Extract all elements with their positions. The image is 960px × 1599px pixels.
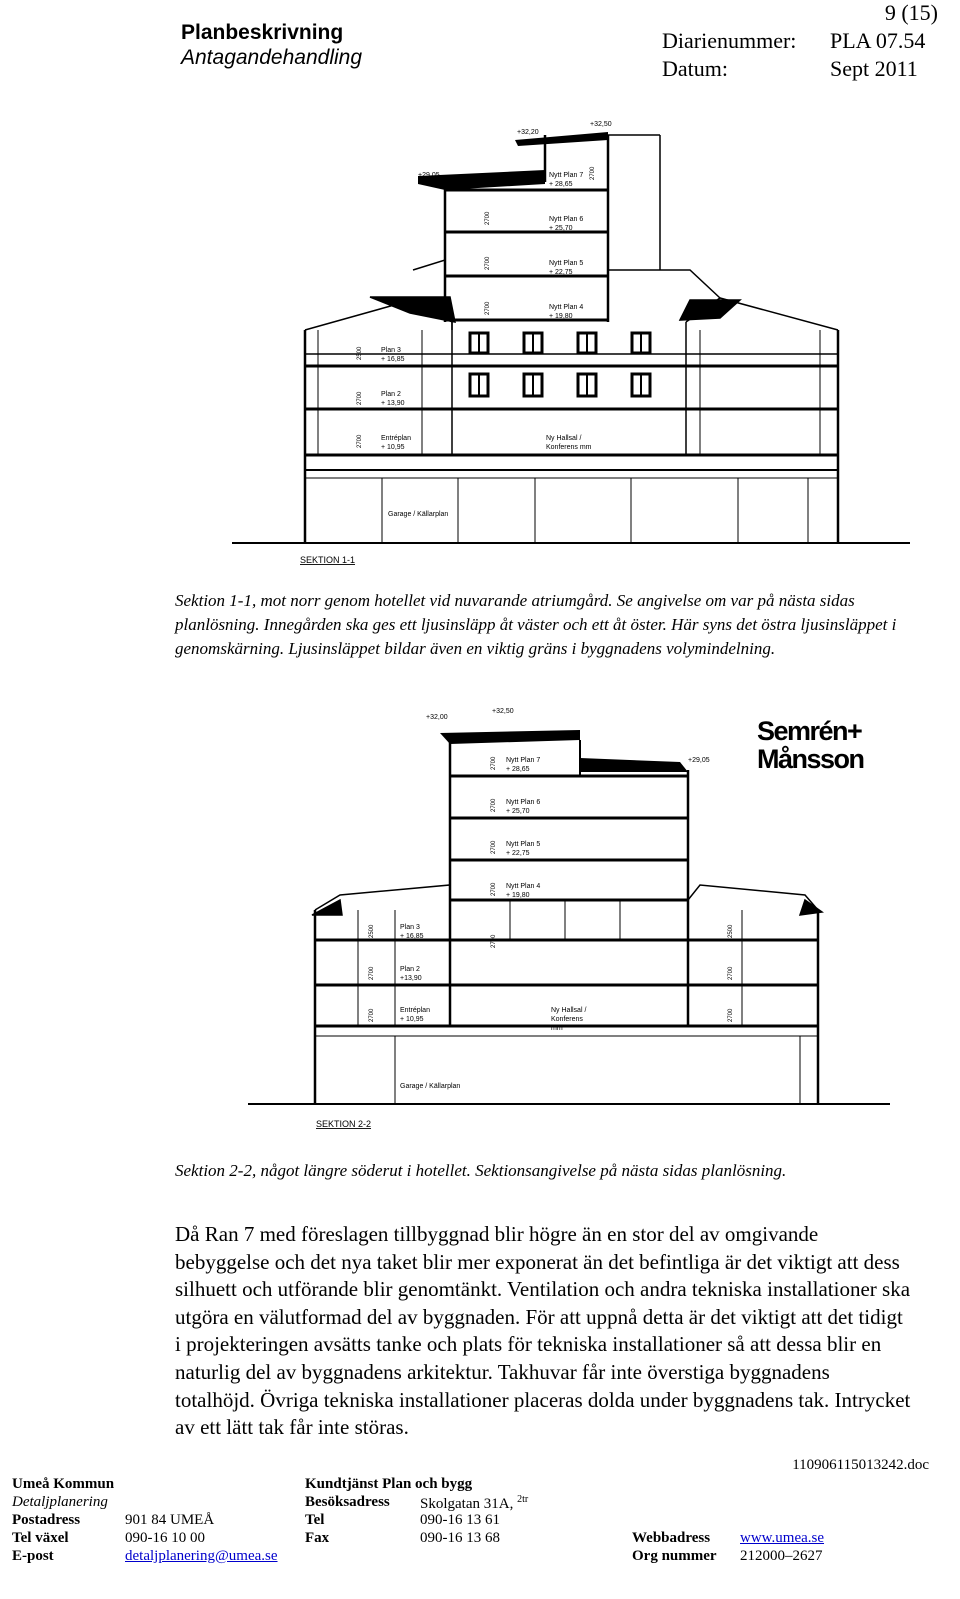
level-label: +32,50 xyxy=(590,121,612,128)
footer-telvaxel-label: Tel växel xyxy=(12,1530,69,1546)
architect-logo-line2: Månsson xyxy=(757,744,864,774)
footer-postadress-value: 901 84 UMEÅ xyxy=(125,1512,215,1528)
footer-tel-label: Tel xyxy=(305,1512,325,1528)
footer-besok-address: Skolgatan 31A, xyxy=(420,1496,514,1512)
floor-level: + 25,70 xyxy=(506,808,530,815)
section-label: SEKTION 2-2 xyxy=(316,1119,372,1129)
room-label: Konferens mm xyxy=(546,444,592,451)
diarienummer-value: PLA 07.54 xyxy=(830,28,926,53)
figure-caption-1: Sektion 1-1, mot norr genom hotellet vid nuvarande atriumgård. Se angivelse om var på nästa sidas planlösning. Innegården ska ges ett ljusinsläpp åt väster och ett åt öster. Här syns det östra ljusinsläppet i genomskärning. Ljusinsläppet bildar även en viktig gräns i byggnadens volymindelning. xyxy=(175,591,897,658)
level-label: +29,05 xyxy=(418,172,440,179)
footer-org: Umeå Kommun xyxy=(12,1476,115,1492)
floor-label: Nytt Plan 6 xyxy=(549,216,584,223)
floor-level: + 22,75 xyxy=(549,269,573,276)
dimension-label: 2700 xyxy=(357,391,363,405)
dimension-label: 2700 xyxy=(728,1008,734,1022)
section-1-1-drawing xyxy=(0,0,960,590)
floor-level: + 13,90 xyxy=(381,400,405,407)
room-label: Ny Hallsal / xyxy=(551,1007,587,1014)
page-number: 9 (15) xyxy=(884,0,938,25)
body-paragraph xyxy=(175,1221,911,1442)
footer-besok-value xyxy=(420,1494,528,1513)
dimension-label: 2700 xyxy=(485,301,491,315)
document-subtitle: Antagandehandling xyxy=(181,46,363,69)
datum-value: Sept 2011 xyxy=(830,56,918,81)
footer-web-link[interactable]: www.umea.se xyxy=(740,1530,825,1546)
dimension-label: 2700 xyxy=(369,966,375,980)
doc-filename: 110906115013242.doc xyxy=(792,1457,929,1473)
floor-level: + 28,65 xyxy=(549,181,573,188)
floor-label: Plan 3 xyxy=(381,347,401,354)
floor-level: + 16,85 xyxy=(381,356,405,363)
room-label: Ny Hallsal / xyxy=(546,435,582,442)
level-label: +32,20 xyxy=(517,129,539,136)
dimension-label: 2700 xyxy=(485,211,491,225)
garage-label: Garage / Källarplan xyxy=(388,511,449,518)
footer-fax-label: Fax xyxy=(305,1530,330,1546)
footer-tel-value: 090-16 13 61 xyxy=(420,1512,500,1528)
footer-web-label: Webbadress xyxy=(632,1530,711,1546)
floor-label: Entréplan xyxy=(381,435,411,442)
dimension-label: 2700 xyxy=(491,882,497,896)
dimension-label: 2700 xyxy=(491,840,497,854)
floor-level: + 10,95 xyxy=(381,444,405,451)
floor-label: Plan 2 xyxy=(381,391,401,398)
floor-label: Plan 3 xyxy=(400,924,420,931)
floor-label: Plan 2 xyxy=(400,966,420,973)
room-label: Konferens xyxy=(551,1016,583,1023)
floor-label: Entréplan xyxy=(400,1007,430,1014)
floor-label: Nytt Plan 7 xyxy=(506,757,541,764)
level-label: +29,05 xyxy=(688,757,710,764)
section-label: SEKTION 1-1 xyxy=(300,555,356,565)
floor-level: + 22,75 xyxy=(506,850,530,857)
floor-level: +13,90 xyxy=(400,975,422,982)
footer-epost-link[interactable]: detaljplanering@umea.se xyxy=(125,1548,278,1564)
figure-caption-2: Sektion 2-2, något längre söderut i hotellet. Sektionsangivelse på nästa sidas planlösning. xyxy=(175,1161,787,1180)
footer-dept: Detaljplanering xyxy=(12,1494,108,1510)
footer-telvaxel-value: 090-16 10 00 xyxy=(125,1530,205,1546)
dimension-label: 2700 xyxy=(491,934,497,948)
dimension-label: 2700 xyxy=(590,166,596,180)
footer-besok-floor: 2tr xyxy=(517,1494,529,1505)
footer-orgnr-label: Org nummer xyxy=(632,1548,717,1564)
floor-level: + 25,70 xyxy=(549,225,573,232)
garage-label: Garage / Källarplan xyxy=(400,1083,461,1090)
dimension-label: 2500 xyxy=(357,346,363,360)
dimension-label: 2700 xyxy=(485,256,491,270)
dimension-label: 2700 xyxy=(491,798,497,812)
floor-label: Nytt Plan 5 xyxy=(549,260,584,267)
dimension-label: 2500 xyxy=(728,924,734,938)
section-2-2-drawing xyxy=(0,700,960,1140)
floor-level: + 16,85 xyxy=(400,933,424,940)
floor-level: + 28,65 xyxy=(506,766,530,773)
dimension-label: 2700 xyxy=(728,966,734,980)
floor-label: Nytt Plan 4 xyxy=(506,883,541,890)
datum-label: Datum: xyxy=(662,56,728,81)
floor-label: Nytt Plan 5 xyxy=(506,841,541,848)
diarienummer-label: Diarienummer: xyxy=(662,28,797,53)
dimension-label: 2500 xyxy=(369,924,375,938)
footer-besok-label: Besöksadress xyxy=(305,1494,390,1510)
dimension-label: 2700 xyxy=(357,434,363,448)
footer-kundtjanst: Kundtjänst Plan och bygg xyxy=(305,1476,473,1492)
level-label: +32,50 xyxy=(492,708,514,715)
floor-level: + 10,95 xyxy=(400,1016,424,1023)
body-text: Då Ran 7 med föreslagen tillbyggnad blir högre än en stor del av omgivande bebyggelse och det nya taket blir mer exponerat än det befintliga är det viktigt att dess silhuett och utförande blir genomtänkt. Ventilation och andra tekniska installationer ska utgöra en välutformad del av byggnaden. För att uppnå detta är det viktigt att det tidigt i projekteringen avsätts tanke och plats för tekniska installationer så att dessa blir en naturlig del av byggnadens arkitektur. Takhuvar får inte överstiga byggnadens totalhöjd. Övriga tekniska installationer placeras dolda under byggnadens tak. Intrycket av ett lätt tak får inte störas. xyxy=(175,1222,911,1440)
footer-orgnr-value: 212000–2627 xyxy=(740,1548,823,1564)
floor-level: + 19,80 xyxy=(506,892,530,899)
footer-fax-value: 090-16 13 68 xyxy=(420,1530,500,1546)
floor-level: + 19,80 xyxy=(549,313,573,320)
document-title: Planbeskrivning xyxy=(181,21,344,44)
room-label: mm xyxy=(551,1025,563,1032)
dimension-label: 2700 xyxy=(369,1008,375,1022)
level-label: +32,00 xyxy=(426,714,448,721)
footer-epost-label: E-post xyxy=(12,1548,54,1564)
floor-label: Nytt Plan 7 xyxy=(549,172,584,179)
floor-label: Nytt Plan 4 xyxy=(549,304,584,311)
dimension-label: 2700 xyxy=(491,756,497,770)
floor-label: Nytt Plan 6 xyxy=(506,799,541,806)
architect-logo-line1: Semrén+ xyxy=(757,716,862,746)
footer-postadress-label: Postadress xyxy=(12,1512,81,1528)
